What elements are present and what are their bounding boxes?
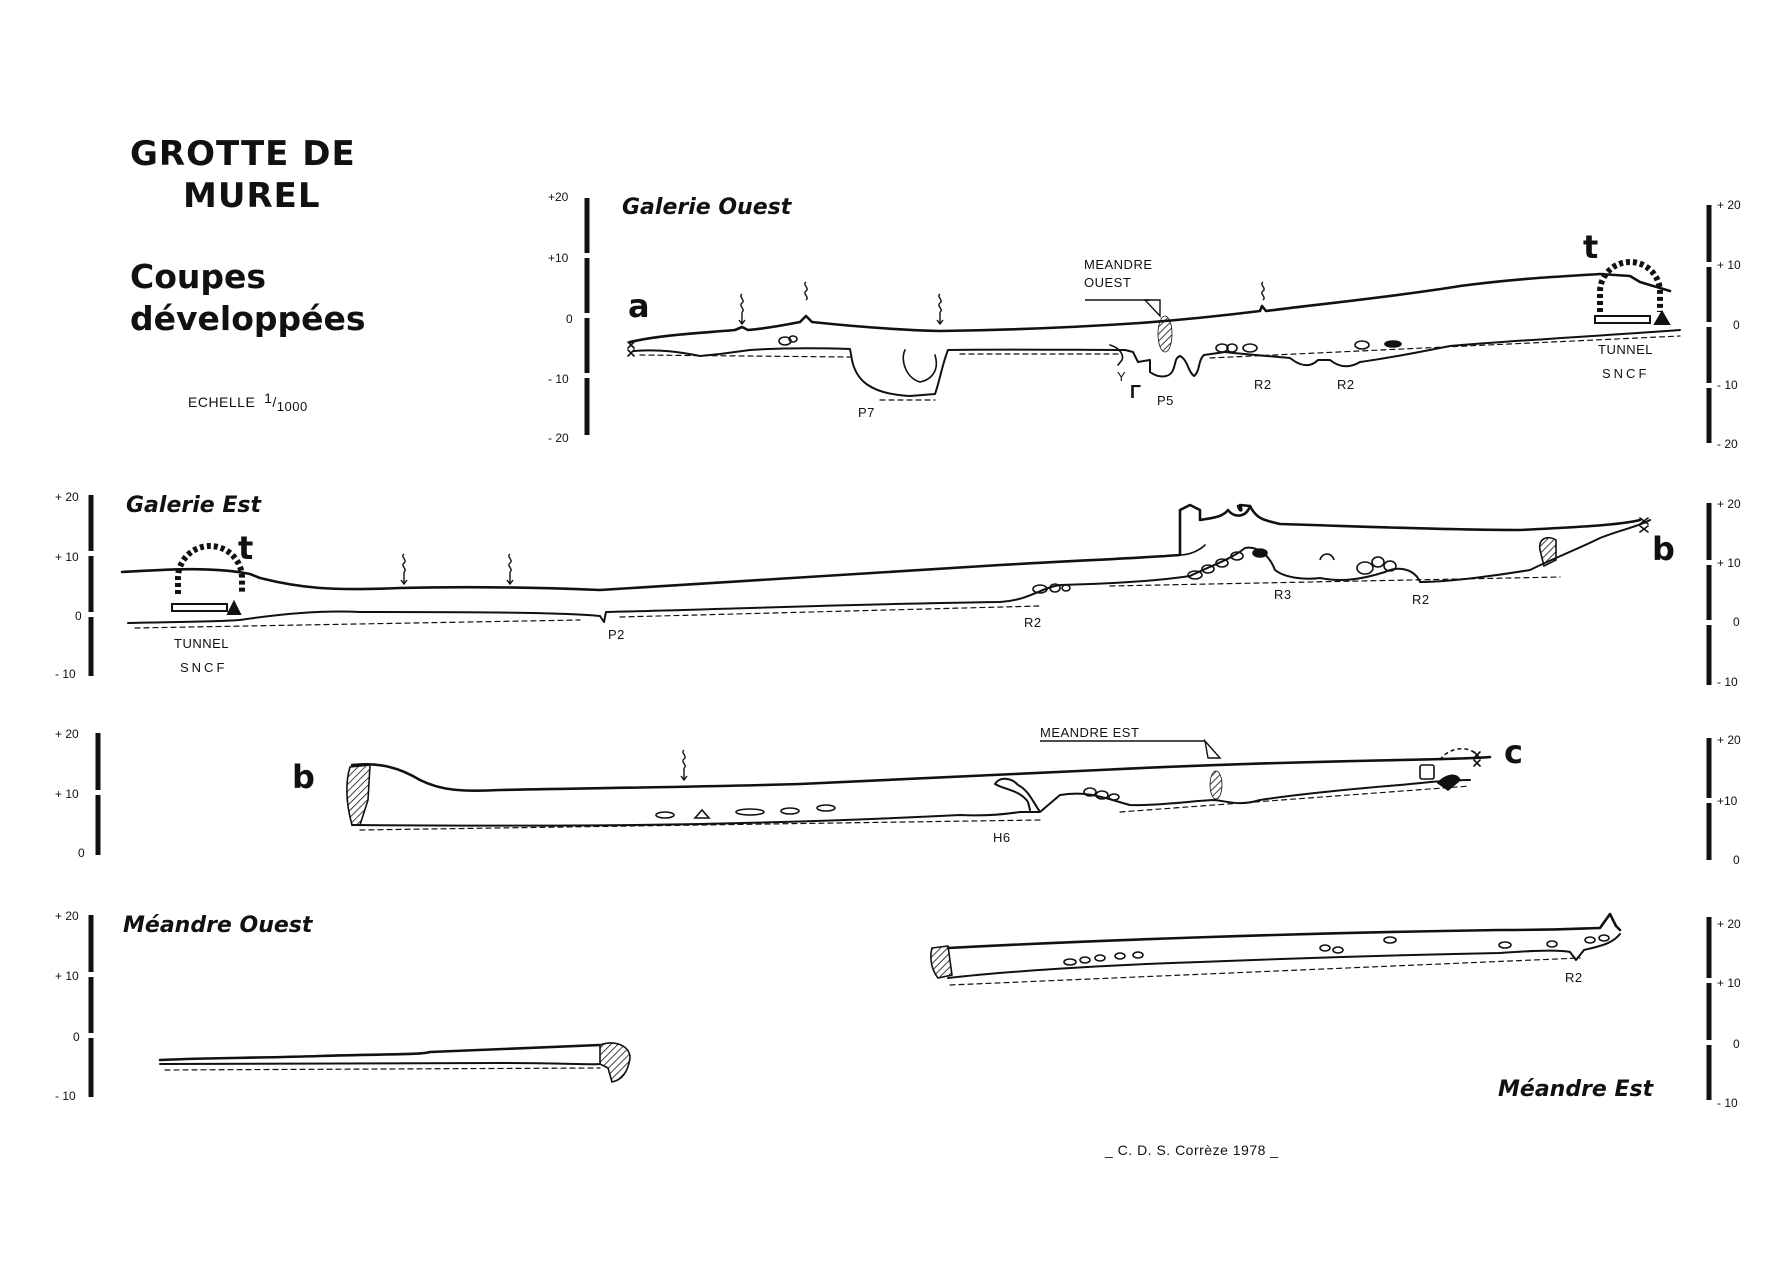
- axis-est-left-tick-2: + 10: [55, 550, 79, 564]
- label-r2-est-b: R2: [1412, 592, 1430, 607]
- page-title-line1: GROTTE DE: [130, 134, 356, 174]
- label-tunnel-est: TUNNEL: [174, 636, 230, 651]
- axis-ouest-left-tick-1: +20: [548, 190, 569, 204]
- axis-ouest-right-tick-4: - 10: [1717, 378, 1738, 392]
- label-h6: H6: [993, 830, 1011, 845]
- scale-numerator: 1: [264, 390, 273, 406]
- axis-est-right-tick-2: + 10: [1717, 556, 1741, 570]
- section-bc-blocks: [347, 749, 1480, 825]
- section-title-galerie-est: Galerie Est: [126, 493, 261, 518]
- galerie-est-profile: [122, 505, 1650, 628]
- axis-est-left-tick-4: - 10: [55, 667, 76, 681]
- label-r3: R3: [1274, 587, 1292, 602]
- section-marker-t-est: t: [238, 529, 254, 567]
- label-gamma: Γ: [1130, 382, 1142, 402]
- scale-denominator: 1000: [276, 399, 308, 414]
- section-marker-t-ouest: t: [1583, 228, 1599, 266]
- section-title-meandre-ouest: Méandre Ouest: [123, 913, 313, 938]
- axis-mo-left-tick-4: - 10: [55, 1089, 76, 1103]
- axis-ouest-right-tick-3: 0: [1733, 318, 1740, 332]
- section-marker-b-est: b: [1652, 530, 1675, 568]
- section-marker-b-bc: b: [292, 758, 315, 796]
- axis-est-left-tick-1: + 20: [55, 490, 79, 504]
- galerie-est-drip-arrows: [401, 554, 513, 584]
- meandre-est-junction-hatch: [1040, 741, 1222, 799]
- tunnel-sncf-est: [172, 546, 242, 614]
- axis-me-right-tick-4: - 10: [1717, 1096, 1738, 1110]
- label-meandre-ouest: MEANDRE: [1084, 257, 1153, 272]
- page-subtitle-line2: développées: [130, 299, 366, 338]
- axis-est-right-tick-1: + 20: [1717, 497, 1741, 511]
- label-tunnel-ouest: TUNNEL: [1598, 342, 1654, 357]
- axis-ouest-right-tick-1: + 20: [1717, 198, 1741, 212]
- section-marker-c: c: [1504, 733, 1523, 771]
- label-y: Y: [1117, 369, 1127, 384]
- section-bc-profile: [352, 752, 1490, 830]
- axis-ouest-left-tick-3: 0: [566, 312, 573, 326]
- label-meandre-est: MEANDRE EST: [1040, 725, 1140, 740]
- axis-est-right-tick-3: 0: [1733, 615, 1740, 629]
- label-r2-ouest-b: R2: [1337, 377, 1355, 392]
- axis-bc-left-tick-3: 0: [78, 846, 85, 860]
- galerie-ouest-drip-arrows: [739, 282, 1264, 324]
- axis-me-right-tick-3: 0: [1733, 1037, 1740, 1051]
- axis-me-right-tick-1: + 20: [1717, 917, 1741, 931]
- label-sncf-ouest: SNCF: [1602, 366, 1650, 381]
- tunnel-sncf-ouest: [1595, 262, 1669, 324]
- axis-ouest-right-tick-5: - 20: [1717, 437, 1738, 451]
- label-p2: P2: [608, 627, 625, 642]
- axis-bc-right-tick-1: + 20: [1717, 733, 1741, 747]
- page-title-line2: MUREL: [183, 176, 321, 216]
- label-p7: P7: [858, 405, 875, 420]
- axis-est-left-tick-3: 0: [75, 609, 82, 623]
- credit-line: _ C. D. S. Corrèze 1978 _: [1105, 1142, 1279, 1158]
- scale-text: ECHELLE: [188, 394, 256, 410]
- label-r2-meandre-est: R2: [1565, 970, 1583, 985]
- axis-bc-left-tick-2: + 10: [55, 787, 79, 801]
- axis-ouest-left-tick-5: - 20: [548, 431, 569, 445]
- axis-ouest-left-tick-4: - 10: [548, 372, 569, 386]
- galerie-est-blocks: [1033, 538, 1556, 593]
- axis-est-right-tick-4: - 10: [1717, 675, 1738, 689]
- label-r2-ouest-a: R2: [1254, 377, 1272, 392]
- label-meandre-ouest-2: OUEST: [1084, 275, 1132, 290]
- meandre-ouest-profile: [160, 1043, 630, 1082]
- section-bc-drip-arrow: [681, 750, 687, 780]
- axis-ouest-left-tick-2: +10: [548, 251, 569, 265]
- label-r2-est-a: R2: [1024, 615, 1042, 630]
- axis-mo-left-tick-2: + 10: [55, 969, 79, 983]
- section-title-galerie-ouest: Galerie Ouest: [622, 195, 792, 220]
- axis-mo-left-tick-1: + 20: [55, 909, 79, 923]
- page-subtitle-line1: Coupes: [130, 257, 267, 296]
- axis-ouest-right-tick-2: + 10: [1717, 258, 1741, 272]
- axis-bc-right-tick-2: +10: [1717, 794, 1738, 808]
- section-marker-a: a: [628, 287, 650, 325]
- axis-bc-left-tick-1: + 20: [55, 727, 79, 741]
- label-sncf-est: SNCF: [180, 660, 228, 675]
- axis-mo-left-tick-3: 0: [73, 1030, 80, 1044]
- scale-label: ECHELLE 1/1000: [188, 390, 308, 414]
- label-p5: P5: [1157, 393, 1174, 408]
- section-title-meandre-est: Méandre Est: [1498, 1077, 1654, 1102]
- axis-bc-right-tick-3: 0: [1733, 853, 1740, 867]
- meandre-est-profile: [948, 914, 1620, 985]
- axis-me-right-tick-2: + 10: [1717, 976, 1741, 990]
